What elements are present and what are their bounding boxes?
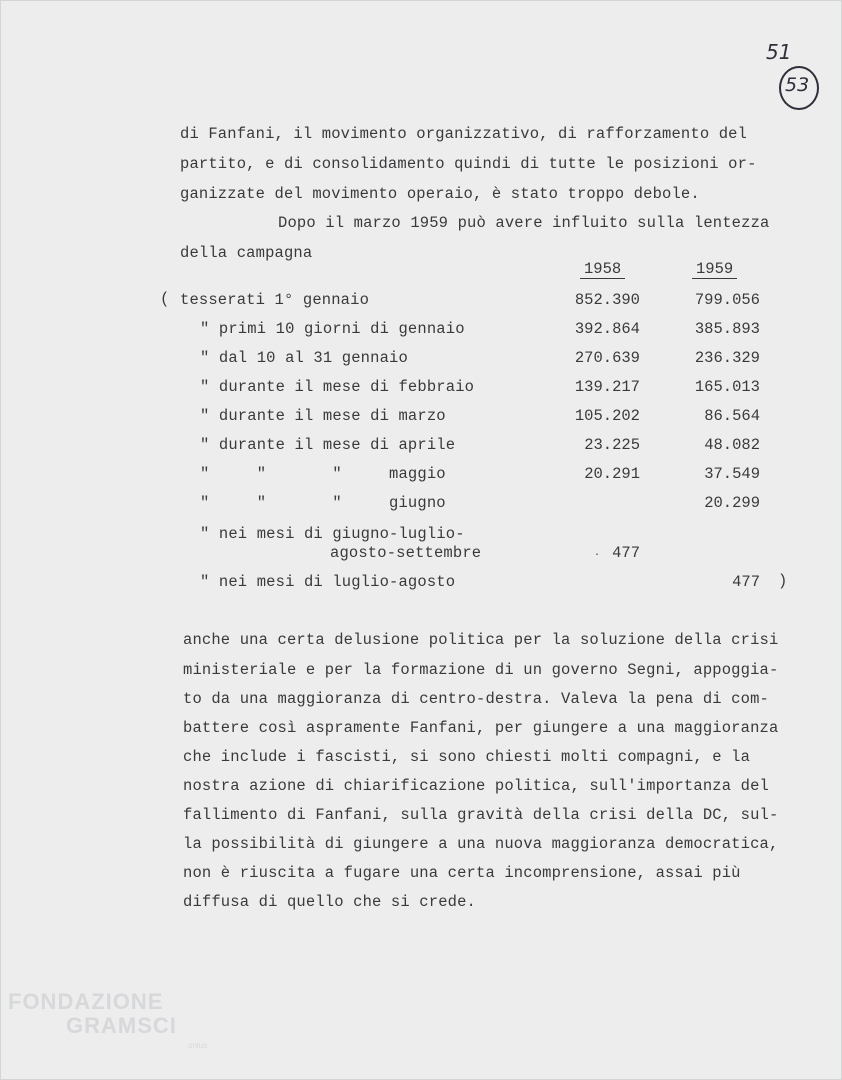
table-row-label: " nei mesi di luglio-agosto [200, 573, 456, 591]
table-row-label: " durante il mese di febbraio [200, 378, 475, 396]
table-row-label: " primi 10 giorni di gennaio [200, 320, 465, 338]
table-cell-1959: 385.893 [694, 320, 760, 338]
table-cell-1958: 139.217 [574, 378, 640, 396]
text-line: di Fanfani, il movimento organizzativo, di rafforzamento del [180, 125, 748, 143]
table-row-label: tesserati 1° gennaio [180, 291, 370, 309]
table-row-label: " durante il mese di aprile [200, 436, 456, 454]
text-line: della campagna [180, 244, 313, 262]
table-row-label: " dal 10 al 31 gennaio [200, 349, 408, 367]
table-cell-1959: 48.082 [704, 436, 760, 454]
column-header-1958: 1958 [580, 260, 625, 279]
text-line: nostra azione di chiarificazione politica, sull'importanza del [183, 777, 769, 795]
table-cell-1958: 477 [612, 544, 640, 562]
table-cell-1958: 392.864 [574, 320, 640, 338]
table-cell-1959: 477 [732, 573, 760, 591]
text-line: partito, e di consolidamento quindi di tutte le posizioni or- [180, 155, 757, 173]
close-parenthesis: ) [778, 572, 788, 590]
table-row-label-continuation: agosto-settembre [330, 544, 482, 562]
table-cell-1959: 37.549 [704, 465, 760, 483]
text-line: non è riuscita a fugare una certa incomprensione, assai più [183, 864, 741, 882]
page-number-handwritten: 51 [766, 40, 792, 64]
text-line: Dopo il marzo 1959 può avere influito sulla lentezza [278, 214, 770, 232]
watermark-small: onlus [188, 1041, 208, 1050]
text-line: fallimento di Fanfani, sulla gravità della crisi della DC, sul- [183, 806, 779, 824]
table-cell-1959: 165.013 [694, 378, 760, 396]
table-cell-1959: 236.329 [694, 349, 760, 367]
table-cell-1958: 105.202 [574, 407, 640, 425]
table-row-label: " nei mesi di giugno-luglio- [200, 525, 465, 543]
table-cell-1959: 86.564 [704, 407, 760, 425]
table-cell-1958: 23.225 [584, 436, 640, 454]
table-row-label: " " " maggio [200, 465, 446, 483]
table-row-label: " durante il mese di marzo [200, 407, 446, 425]
table-cell-1958: 20.291 [584, 465, 640, 483]
column-header-1959: 1959 [692, 260, 737, 279]
text-line: ministeriale e per la formazione di un governo Segni, appoggia- [183, 661, 779, 679]
table-cell-1959: 799.056 [694, 291, 760, 309]
watermark-line1: FONDAZIONE [8, 989, 164, 1014]
stray-mark: . [594, 548, 601, 559]
text-line: to da una maggioranza di centro-destra. Valeva la pena di com- [183, 690, 769, 708]
text-line: la possibilità di giungere a una nuova maggioranza democratica, [183, 835, 779, 853]
open-parenthesis: ( [160, 290, 170, 308]
table-row-label: " " " giugno [200, 494, 446, 512]
text-line: anche una certa delusione politica per la soluzione della crisi [183, 631, 779, 649]
circled-page-number-text: 53 [785, 74, 810, 96]
text-line: diffusa di quello che si crede. [183, 893, 476, 911]
text-line: ganizzate del movimento operaio, è stato troppo debole. [180, 185, 700, 203]
text-line: che include i fascisti, si sono chiesti molti compagni, e la [183, 748, 751, 766]
text-line: battere così aspramente Fanfani, per giungere a una maggioranza [183, 719, 779, 737]
table-cell-1959: 20.299 [704, 494, 760, 512]
table-cell-1958: 270.639 [574, 349, 640, 367]
watermark-line2: GRAMSCI [66, 1013, 177, 1038]
fondazione-gramsci-watermark [8, 990, 207, 1058]
table-cell-1958: 852.390 [574, 291, 640, 309]
